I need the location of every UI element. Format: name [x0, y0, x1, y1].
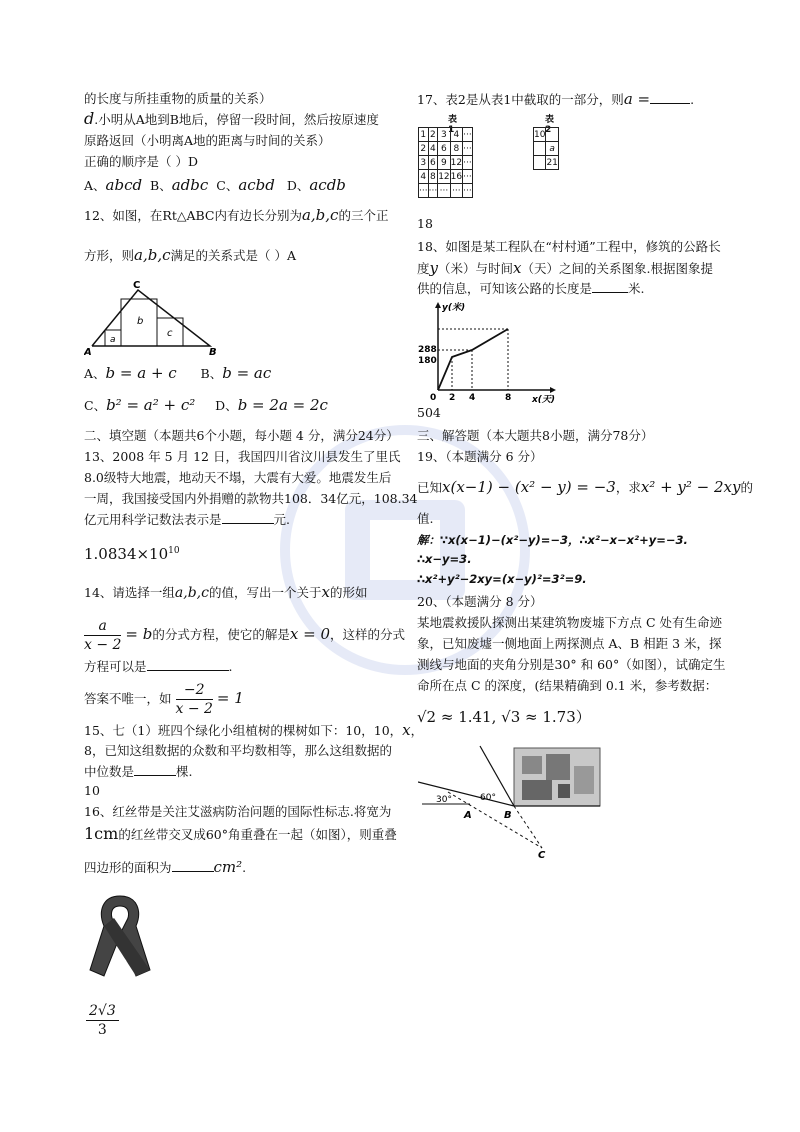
q11-line4: 正确的顺序是（ ）D — [84, 154, 198, 169]
graph-origin: 0 — [430, 393, 437, 403]
t1-cell: 1 — [420, 129, 427, 140]
q12-opt-c: b² = a² + c² — [106, 396, 196, 414]
t1-row — [419, 142, 473, 156]
section-2-heading: 二、填空题（本题共6个小题，每小题 4 分，满分24分） — [84, 428, 399, 443]
t2-cell — [534, 142, 546, 156]
q16-answer-fraction — [86, 1002, 119, 1039]
q14-frac-den: x − 2 — [84, 637, 122, 653]
t1-cell: ··· — [452, 185, 461, 196]
q18-text3: （天）之间的关系图象.根据图象提 — [521, 261, 713, 276]
q12-text3: 方形，则 — [84, 248, 135, 263]
q16-line1: 16、红丝带是关注艾滋病防治问题的国际性标志.将宽为 — [84, 804, 392, 819]
point-C-label: C — [538, 850, 546, 860]
t2-cell: 21 — [546, 157, 558, 168]
graph-x-tick-2: 2 — [449, 393, 456, 403]
q18-answer: 504 — [417, 405, 441, 420]
red-ribbon-figure — [84, 890, 156, 980]
ribbon-angle-label: 60° — [111, 959, 127, 969]
q12-line1 — [84, 206, 388, 225]
angle-30-label: 30° — [436, 795, 452, 805]
q16-line3 — [84, 858, 246, 877]
q15-line1 — [84, 721, 423, 740]
q12-opt-d: b = 2a = 2c — [237, 396, 328, 414]
q19-line1 — [417, 478, 753, 497]
opt-d-value: acdb — [309, 176, 346, 194]
t1-row — [419, 156, 473, 170]
t1-cell: ··· — [463, 185, 472, 196]
q11-options — [84, 176, 346, 195]
q12-vars2: a,b,c — [134, 246, 171, 264]
t1-cell: 12 — [450, 157, 463, 168]
q14-ans-num: −2 — [176, 681, 213, 700]
point-B-label: B — [504, 810, 512, 821]
q12-text4: 满足的关系式是（ ）A — [170, 248, 297, 263]
q20-line4: 命所在点 C 的深度，(结果精确到 0.1 米，参考数据： — [417, 678, 718, 693]
graph-y-tick-180: 180 — [418, 356, 437, 366]
t1-cell: ··· — [463, 143, 472, 154]
q15-blank — [134, 763, 176, 776]
q11-line2-text: .小明从A地到B地后，停留一段时间，然后按原速度 — [94, 112, 379, 127]
q12-triangle-figure — [84, 278, 224, 356]
angle-60-label: 60° — [480, 793, 496, 803]
q16-blank — [172, 859, 214, 872]
q18-line3 — [417, 280, 645, 298]
graph-x-label: x(天) — [532, 395, 556, 404]
q17-blank — [650, 91, 690, 104]
q15-text3: 中位数是 — [84, 764, 135, 779]
q19-line2: 值. — [417, 511, 434, 526]
t1-cell: 3 — [438, 128, 450, 142]
q20-reference-data: √2 ≈ 1.41, √3 ≈ 1.73） — [417, 708, 591, 726]
q18-var-x: x — [513, 259, 522, 277]
q19-equation: x(x−1) − (x² − y) = −3 — [442, 478, 616, 496]
q16-text2: 的红丝带交叉成60°角重叠在一起（如图），则重叠 — [118, 827, 397, 842]
t1-cell: 12 — [438, 171, 450, 182]
q19-solution-3: ∴x²+y²−2xy=(x−y)²=3²=9. — [417, 572, 587, 586]
q14-text5: ，这样的分式 — [330, 627, 406, 642]
q16-answer — [86, 1002, 119, 1039]
q17-line1 — [417, 90, 694, 109]
t1-cell: 4 — [450, 128, 462, 142]
q13-text: 亿元用科学记数法表示是 — [84, 512, 222, 527]
t2-cell: 10 — [534, 129, 546, 140]
opt-c-value: acbd — [238, 176, 275, 194]
fig-label-A: A — [84, 347, 92, 356]
q19-text2: ，求 — [615, 480, 641, 495]
t1-cell: ··· — [463, 157, 472, 168]
q12-vars: a,b,c — [301, 206, 339, 224]
q18-blank — [592, 280, 628, 293]
q12-options-cd — [84, 396, 328, 415]
q15-line2: 8，已知这组数据的众数和平均数相等，那么这组数据的 — [84, 743, 392, 758]
t1-cell: 2 — [430, 129, 436, 140]
t1-cell: 2 — [420, 143, 427, 154]
q16-text3: 四边形的面积为 — [84, 860, 172, 875]
q19-text1: 已知 — [417, 480, 443, 495]
q18-text4: 供的信息，可知该公路的长度是 — [417, 281, 593, 296]
q14-text2: 的值，写出一个关于 — [208, 585, 322, 600]
q18-road-graph — [418, 300, 558, 404]
opt-c-label: C、 — [216, 178, 239, 193]
t1-row — [419, 170, 473, 184]
table2-title: 表 2 — [545, 115, 555, 135]
fig-label-B: B — [209, 347, 217, 356]
q11-line1: 的长度与所挂重物的质量的关系） — [84, 91, 272, 106]
graph-y-label: y(米) — [442, 303, 466, 313]
t1-row — [419, 184, 473, 198]
q14-eq-rhs: = b — [125, 625, 153, 643]
q16-ans-num: 2√3 — [86, 1002, 119, 1021]
q17-text: 17、表2是从表1中截取的一部分，则 — [417, 92, 624, 107]
q14-fraction — [84, 617, 121, 654]
t2-cell: a — [546, 142, 558, 156]
t1-cell: 4 — [430, 143, 436, 154]
q11-line2 — [84, 110, 379, 129]
q19-solution-1: 解：∵x(x−1)−(x²−y)=−3，∴x²−x−x²+y=−3. — [417, 533, 688, 547]
opt-d-label: D、 — [286, 178, 310, 193]
graph-x-tick-4: 4 — [469, 393, 476, 403]
q20-line2: 象，已知废墟一侧地面上两探测点 A、B 相距 3 米，探 — [417, 636, 722, 651]
t1-cell: ··· — [428, 185, 438, 196]
t1-cell: 9 — [438, 156, 450, 170]
t1-cell: ··· — [419, 185, 428, 196]
q17-period: . — [690, 92, 695, 107]
q15-unit: 棵. — [176, 764, 193, 779]
q16-width: 1cm — [84, 824, 119, 843]
t1-cell: 16 — [450, 171, 463, 182]
q12-opt-a: b = a + c — [105, 364, 177, 382]
section-3-heading: 三、解答题（本大题共8小题，满分78分） — [417, 428, 654, 443]
q19-solution-2: ∴x−y=3. — [417, 552, 472, 566]
t2-cell — [534, 156, 546, 170]
q13-line2: 8.0级特大地震，地动天不塌，大震有大爱。地震发生后 — [84, 470, 392, 485]
q20-line3: 测线与地面的夹角分别是30° 和 60°（如图），试确定生 — [417, 657, 726, 672]
table1-title: 表 1 — [448, 115, 458, 135]
q12-opt-d-label: D、 — [215, 398, 238, 413]
q14-answer-fraction — [176, 681, 213, 718]
q11-var-d: d — [84, 109, 95, 128]
t1-cell: ··· — [439, 185, 449, 196]
t1-cell: 8 — [450, 142, 462, 156]
q13-answer-base: 1.0834×10 — [84, 545, 169, 563]
q12-line2 — [84, 246, 296, 265]
q13-answer-exp: 10 — [168, 546, 180, 556]
q14-line3 — [84, 658, 233, 676]
table-2 — [533, 127, 559, 170]
q18-text2: （米）与时间 — [438, 261, 514, 276]
q20-rescue-figure — [418, 744, 604, 860]
fig-label-a: a — [110, 335, 116, 345]
q14-text4: 的分式方程，使它的解是 — [152, 627, 290, 642]
fig-label-C: C — [133, 280, 141, 291]
q19-expression: x² + y² − 2xy — [640, 478, 741, 496]
q14-answer — [84, 676, 244, 720]
t1-cell: 6 — [438, 142, 450, 156]
q12-opt-b-label: B、 — [200, 366, 223, 381]
q15-var-x: x — [402, 721, 411, 739]
q12-text1: 12、如图，在Rt△ABC内有边长分别为 — [84, 208, 302, 223]
q14-ans-den: x − 2 — [175, 701, 213, 717]
point-A-label: A — [464, 810, 472, 821]
q18-var-y: y — [429, 259, 438, 277]
graph-y-tick-288: 288 — [418, 345, 437, 355]
q15-comma: ， — [410, 723, 424, 738]
t2-row — [534, 128, 559, 142]
q12-opt-a-label: A、 — [84, 366, 106, 381]
t1-cell: ··· — [463, 171, 472, 182]
q14-line2 — [84, 612, 405, 656]
q18-text1: 度 — [417, 261, 430, 276]
opt-b-label: B、 — [150, 178, 172, 193]
q13-blank — [222, 511, 274, 524]
fig-label-c: c — [167, 328, 173, 339]
q16-line2 — [84, 825, 397, 844]
q19-heading: 19、（本题满分 6 分） — [417, 449, 543, 464]
q12-opt-c-label: C、 — [84, 398, 107, 413]
q18-line1: 18、如图是某工程队在“村村通”工程中，修筑的公路长 — [417, 239, 721, 254]
q14-line1 — [84, 583, 367, 602]
q13-line4 — [84, 511, 290, 529]
q14-text7: . — [228, 659, 233, 674]
q15-text1: 15、七（1）班四个绿化小组植树的棵树如下：10，10， — [84, 723, 403, 738]
q13-answer — [84, 542, 180, 563]
q20-line1: 某地震救援队探测出某建筑物废墟下方点 C 处有生命迹 — [417, 615, 723, 630]
fig-label-b: b — [137, 316, 144, 327]
q13-unit: 元. — [273, 512, 290, 527]
q16-ans-den: 3 — [97, 1022, 107, 1038]
q15-line3 — [84, 763, 193, 781]
q14-text3: 的形如 — [329, 585, 368, 600]
q11-line3: 原路返回（小明离A地的距离与时间的关系） — [84, 133, 331, 148]
q14-text1: 14、请选择一组 — [84, 585, 175, 600]
q14-ans-rhs: = 1 — [216, 689, 244, 707]
q16-unit: cm² — [213, 858, 243, 876]
t1-row — [419, 128, 473, 142]
q15-answer: 10 — [84, 783, 100, 798]
q20-heading: 20、（本题满分 8 分） — [417, 594, 543, 609]
opt-b-value: adbc — [171, 176, 209, 194]
t1-cell: 8 — [430, 171, 436, 182]
q13-line1: 13、2008 年 5 月 12 日，我国四川省汶川县发生了里氏 — [84, 449, 401, 464]
q14-answer-text: 答案不唯一，如 — [84, 691, 172, 706]
q19-text3: 的 — [740, 480, 754, 495]
opt-a-label: A、 — [84, 178, 106, 193]
q16-period: . — [242, 860, 247, 875]
t2-row — [534, 156, 559, 170]
q13-line3: 一周，我国接受国内外捐赠的款物共108．34亿元，108.34 — [84, 491, 418, 506]
q12-options-ab — [84, 364, 271, 383]
t2-cell — [546, 128, 558, 142]
t1-cell: ··· — [463, 129, 472, 140]
graph-x-tick-8: 8 — [505, 393, 512, 403]
q14-vars: a,b,c — [174, 585, 209, 601]
opt-a-value: abcd — [105, 176, 143, 194]
q14-text6: 方程可以是 — [84, 659, 147, 674]
q17-var: a = — [623, 90, 651, 108]
q18-line2 — [417, 259, 713, 278]
q17-answer: 18 — [417, 216, 433, 231]
q14-solution: x = 0 — [289, 625, 330, 643]
q12-text2: 的三个正 — [338, 208, 389, 223]
t2-row — [534, 142, 559, 156]
t1-cell: 4 — [420, 171, 427, 182]
t1-cell: 6 — [430, 157, 436, 168]
q18-unit: 米. — [628, 281, 645, 296]
q14-frac-num: a — [84, 617, 121, 636]
q14-blank — [147, 658, 229, 671]
q12-opt-b: b = ac — [222, 364, 272, 382]
t1-cell: 3 — [420, 157, 427, 168]
table-1 — [418, 127, 473, 198]
q14-var-x: x — [321, 583, 330, 601]
